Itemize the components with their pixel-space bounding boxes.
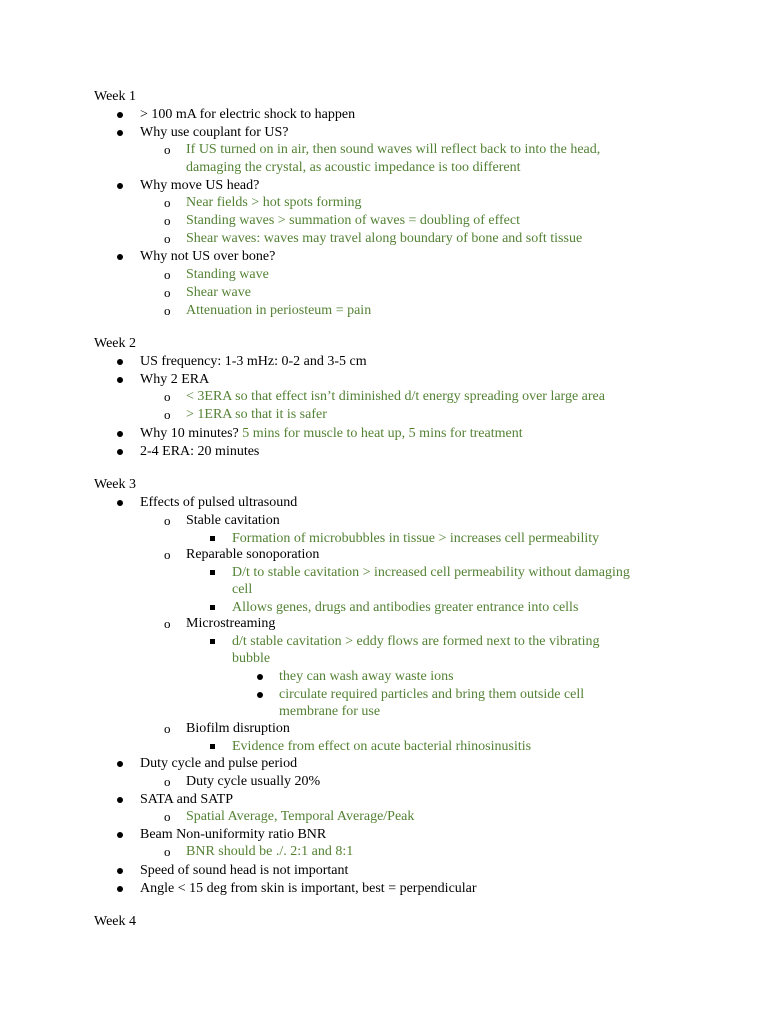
list-item: Why 2 ERA (140, 372, 210, 387)
circle-bullet-icon: o (164, 616, 171, 631)
circle-bullet-icon: o (164, 547, 171, 562)
circle-bullet-icon: o (164, 285, 171, 300)
circle-bullet-icon: o (164, 774, 171, 789)
bullet-icon (117, 868, 123, 874)
subitem-label: Stable cavitation (186, 513, 280, 528)
list-item: Why move US head? (140, 178, 260, 193)
list-item: 2-4 ERA: 20 minutes (140, 444, 260, 459)
circle-bullet-icon: o (164, 195, 171, 210)
subitem-label: Reparable sonoporation (186, 547, 320, 562)
list-item: > 100 mA for electric shock to happen (140, 107, 356, 122)
bullet-icon (117, 886, 123, 892)
answer-line: < 3ERA so that effect isn’t diminished d/t energy spreading over large area (186, 389, 605, 404)
week-heading: Week 2 (94, 336, 137, 351)
answer-line: Shear waves: waves may travel along boundary of bone and soft tissue (186, 231, 583, 246)
week-heading: Week 1 (94, 89, 137, 104)
circle-bullet-icon: o (164, 513, 171, 528)
answer-line: Allows genes, drugs and antibodies greater entrance into cells (232, 600, 579, 615)
answer-line: BNR should be ./. 2:1 and 8:1 (186, 844, 354, 859)
list-item (140, 425, 523, 442)
square-bullet-icon (210, 570, 215, 575)
circle-bullet-icon: o (164, 844, 171, 859)
bullet-icon (117, 112, 123, 118)
subitem-label: Microstreaming (186, 616, 276, 631)
circle-bullet-icon: o (164, 809, 171, 824)
list-item: Why not US over bone? (140, 249, 276, 264)
list-item: Why use couplant for US? (140, 125, 289, 140)
square-bullet-icon (210, 605, 215, 610)
list-item: Angle < 15 deg from skin is important, best = perpendicular (140, 881, 477, 896)
week-heading: Week 4 (94, 914, 137, 929)
circle-bullet-icon: o (164, 303, 171, 318)
bullet-icon (117, 183, 123, 189)
answer-text: 5 mins for muscle to heat up, 5 mins for treatment (242, 426, 523, 441)
square-bullet-icon (210, 639, 215, 644)
answer-line: they can wash away waste ions (279, 669, 454, 684)
bullet-icon (117, 431, 123, 437)
answer-line: If US turned on in air, then sound waves will reflect back to into the head, (186, 142, 601, 157)
list-item: US frequency: 1-3 mHz: 0-2 and 3-5 cm (140, 354, 367, 369)
answer-line: Spatial Average, Temporal Average/Peak (186, 809, 415, 824)
circle-bullet-icon: o (164, 389, 171, 404)
circle-bullet-icon: o (164, 721, 171, 736)
list-item: Duty cycle and pulse period (140, 756, 298, 771)
bullet-icon (117, 832, 123, 838)
bullet-icon (117, 130, 123, 136)
answer-line: Standing waves > summation of waves = doubling of effect (186, 213, 520, 228)
square-bullet-icon (210, 744, 215, 749)
list-item: SATA and SATP (140, 792, 234, 807)
answer-line: membrane for use (279, 704, 381, 719)
answer-line: Attenuation in periosteum = pain (186, 303, 372, 318)
week-heading: Week 3 (94, 477, 137, 492)
bullet-icon (117, 500, 123, 506)
bullet-icon (117, 377, 123, 383)
bullet-icon (117, 797, 123, 803)
answer-line: D/t to stable cavitation > increased cell permeability without damaging (232, 565, 630, 580)
bullet-icon (117, 761, 123, 767)
answer-line: bubble (232, 651, 271, 666)
list-item: Speed of sound head is not important (140, 863, 349, 878)
answer-line: > 1ERA so that it is safer (186, 407, 327, 422)
bullet-icon (257, 692, 263, 698)
list-item: Effects of pulsed ultrasound (140, 495, 298, 510)
list-item: Beam Non-uniformity ratio BNR (140, 827, 327, 842)
circle-bullet-icon: o (164, 213, 171, 228)
answer-line: d/t stable cavitation > eddy flows are formed next to the vibrating (232, 634, 600, 649)
circle-bullet-icon: o (164, 231, 171, 246)
subitem-label: Biofilm disruption (186, 721, 290, 736)
bullet-icon (257, 674, 263, 680)
answer-line: cell (232, 582, 253, 597)
bullet-icon (117, 449, 123, 455)
answer-line: Standing wave (186, 267, 269, 282)
circle-bullet-icon: o (164, 267, 171, 282)
square-bullet-icon (210, 536, 215, 541)
subitem-label: Duty cycle usually 20% (186, 774, 321, 789)
answer-line: circulate required particles and bring them outside cell (279, 687, 585, 702)
answer-line: Near fields > hot spots forming (186, 195, 362, 210)
bullet-icon (117, 254, 123, 260)
answer-line: Shear wave (186, 285, 251, 300)
question-text: Why 10 minutes? (140, 426, 239, 441)
circle-bullet-icon: o (164, 407, 171, 422)
answer-line: damaging the crystal, as acoustic impedance is too different (186, 160, 521, 175)
answer-line: Formation of microbubbles in tissue > increases cell permeability (232, 531, 600, 546)
bullet-icon (117, 359, 123, 365)
circle-bullet-icon: o (164, 142, 171, 157)
answer-line: Evidence from effect on acute bacterial rhinosinusitis (232, 739, 532, 754)
